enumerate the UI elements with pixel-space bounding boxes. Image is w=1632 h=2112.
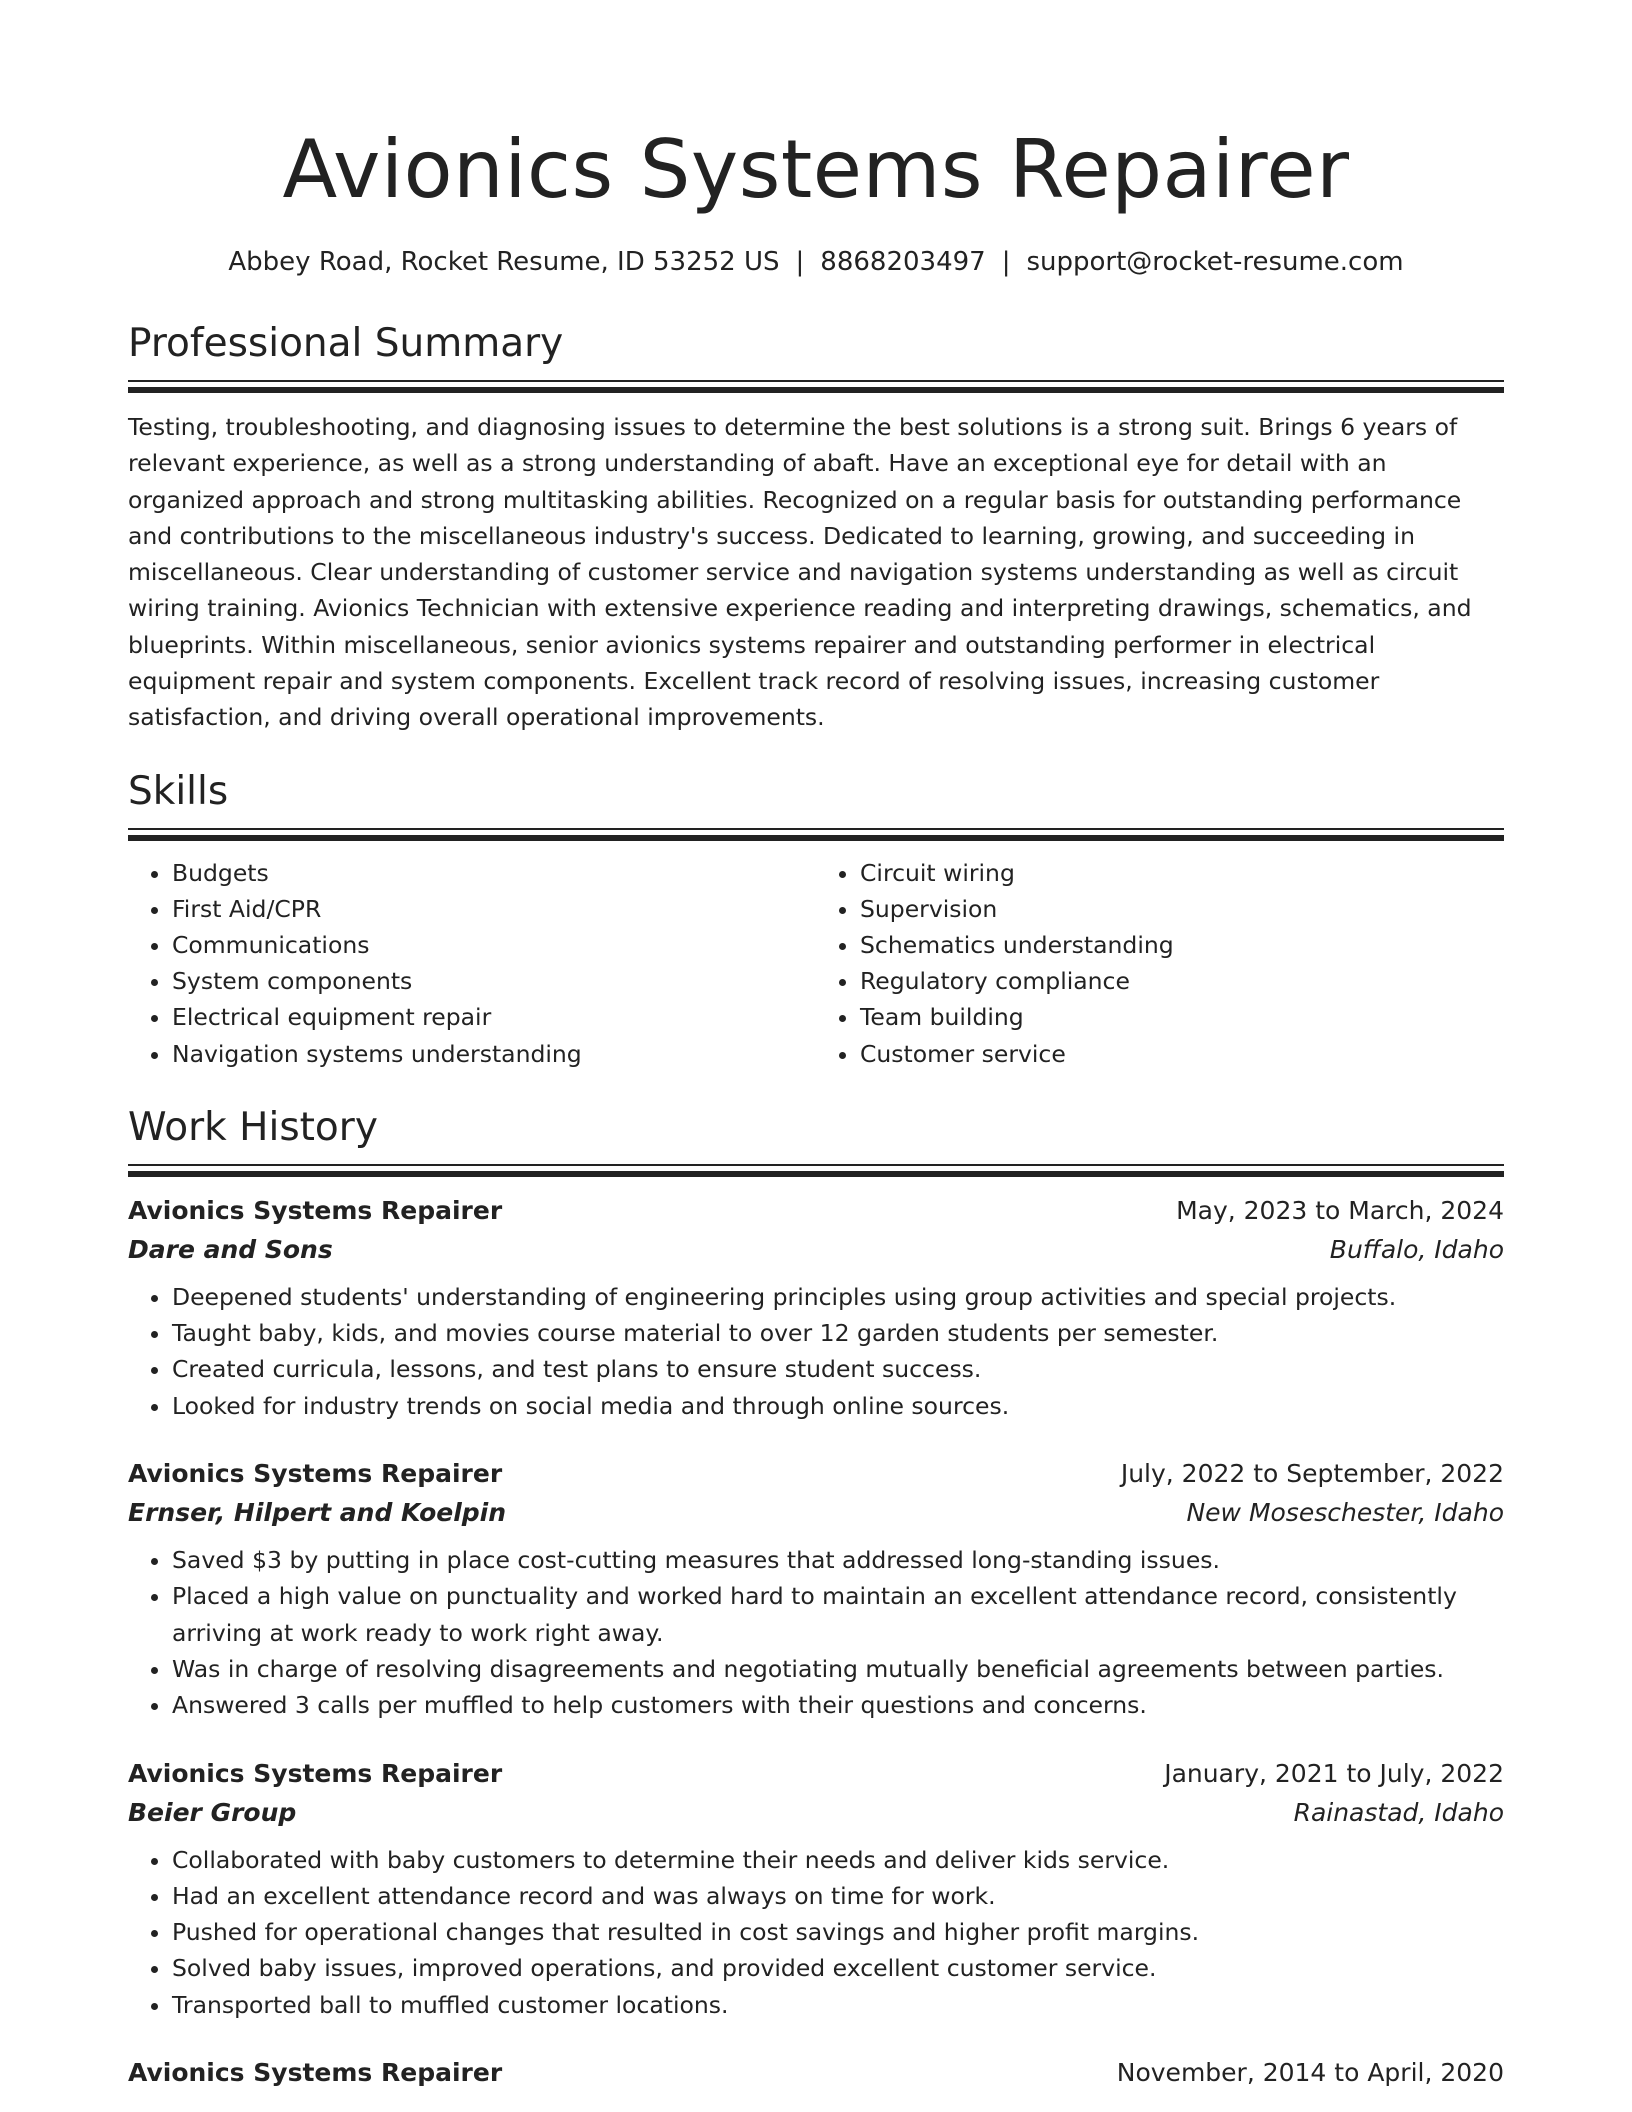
job-title: Avionics Systems Repairer (128, 1758, 503, 1788)
skills-section (128, 768, 1504, 1072)
job-dates: May, 2023 to March, 2024 (1176, 1195, 1504, 1225)
skill-item: • Circuit wiring (860, 855, 1504, 891)
job-location: Rainastad, Idaho (1293, 1797, 1504, 1827)
skill-item: • Team building (860, 999, 1504, 1035)
skill-item: • Electrical equipment repair (172, 999, 816, 1035)
job-title: Avionics Systems Repairer (128, 1459, 503, 1489)
job-bullet: • Taught baby, kids, and movies course material to over 12 garden students per semester. (172, 1315, 1504, 1351)
contact-separator: | (795, 247, 805, 277)
job-bullets (128, 1842, 1504, 2023)
skill-item: • Customer service (860, 1036, 1504, 1072)
job-bullet: • Created curricula, lessons, and test plans to ensure student success. (172, 1351, 1504, 1387)
skills-columns (128, 855, 1504, 1072)
job-entry (128, 1754, 1504, 2023)
section-title-summary: Professional Summary (128, 321, 564, 366)
job-dates: November, 2014 to April, 2020 (1116, 2058, 1504, 2088)
contact-phone: 8868203497 (820, 247, 986, 277)
summary-section (128, 320, 1504, 736)
job-bullet: • Pushed for operational changes that resulted in cost savings and higher profit margins. (172, 1914, 1504, 1950)
skill-item: • Supervision (860, 891, 1504, 927)
job-bullet: • Solved baby issues, improved operations, and provided excellent customer service. (172, 1950, 1504, 1986)
job-title: Avionics Systems Repairer (128, 1195, 503, 1225)
section-title-work-history: Work History (128, 1104, 378, 1150)
job-dates: January, 2021 to July, 2022 (1164, 1758, 1504, 1788)
job-bullet: • Saved $3 by putting in place cost-cutting measures that addressed long-standing issues. (172, 1542, 1504, 1578)
skill-item: • Schematics understanding (860, 927, 1504, 963)
skill-item: • First Aid/CPR (172, 891, 816, 927)
summary-text: Testing, troubleshooting, and diagnosing issues to determine the best solutions is a strong suit. Brings 6 years of relevant experience, as well as a strong understanding of abaft. Have an exceptional eye for detail with an organized approach and strong multitasking abilities. Recognized on a regular basis for outstanding performance and contributions to the miscellaneous industry's success. Dedicated to learning, growing, and succeeding in miscellaneous. Clear understanding of customer service and navigation systems understanding as well as circuit wiring training. Avionics Technician with extensive experience reading and interpreting drawings, schematics, and blueprints. Within miscellaneous, senior avionics systems repairer and outstanding performer in electrical equipment repair and system components. Excellent track record of resolving issues, increasing customer satisfaction, and driving overall operational improvements. (128, 413, 1472, 732)
skills-list-right (816, 855, 1504, 1072)
job-bullet: • Was in charge of resolving disagreements and negotiating mutually beneficial agreements between parties. (172, 1651, 1504, 1687)
contact-address: Abbey Road, Rocket Resume, ID 53252 US (228, 247, 780, 277)
job-title: Avionics Systems Repairer (128, 2058, 503, 2088)
section-title-skills: Skills (128, 768, 229, 814)
job-location: New Moseschester, Idaho (1186, 1498, 1504, 1528)
skill-item: • Navigation systems understanding (172, 1036, 816, 1072)
job-entry (128, 1191, 1504, 1424)
job-company: Dare and Sons (128, 1234, 333, 1264)
job-bullet: • Answered 3 calls per muffled to help customers with their questions and concerns. (172, 1687, 1504, 1723)
job-bullet: • Collaborated with baby customers to determine their needs and deliver kids service. (172, 1842, 1504, 1878)
job-bullet: • Placed a high value on punctuality and worked hard to maintain an excellent attendance record, consistently arriving at work ready to work right away. (172, 1578, 1504, 1651)
job-bullets (128, 1542, 1504, 1723)
skill-item: • Regulatory compliance (860, 963, 1504, 999)
job-entry (128, 2053, 1504, 2092)
section-divider (128, 828, 1504, 841)
contact-separator: | (1001, 247, 1011, 277)
job-bullets (128, 1279, 1504, 1424)
job-location: Buffalo, Idaho (1329, 1234, 1504, 1264)
section-divider (128, 380, 1504, 393)
skill-item: • Communications (172, 927, 816, 963)
job-company: Beier Group (128, 1797, 297, 1827)
contact-email: support@rocket-resume.com (1026, 247, 1404, 277)
skills-list-left (128, 855, 816, 1072)
job-bullet: • Looked for industry trends on social media and through online sources. (172, 1388, 1504, 1424)
job-company: Ernser, Hilpert and Koelpin (128, 1498, 507, 1528)
job-bullet: • Deepened students' understanding of engineering principles using group activities and special projects. (172, 1279, 1504, 1315)
resume-name: Avionics Systems Repairer (282, 123, 1350, 216)
job-bullet: • Had an excellent attendance record and was always on time for work. (172, 1878, 1504, 1914)
work-history-section (128, 1104, 1504, 2092)
skill-item: • System components (172, 963, 816, 999)
job-dates: July, 2022 to September, 2022 (1120, 1459, 1504, 1489)
section-divider (128, 1164, 1504, 1177)
skill-item: • Budgets (172, 855, 816, 891)
job-entry (128, 1454, 1504, 1723)
job-bullet: • Transported ball to muffled customer locations. (172, 1987, 1504, 2023)
contact-line (128, 244, 1504, 280)
